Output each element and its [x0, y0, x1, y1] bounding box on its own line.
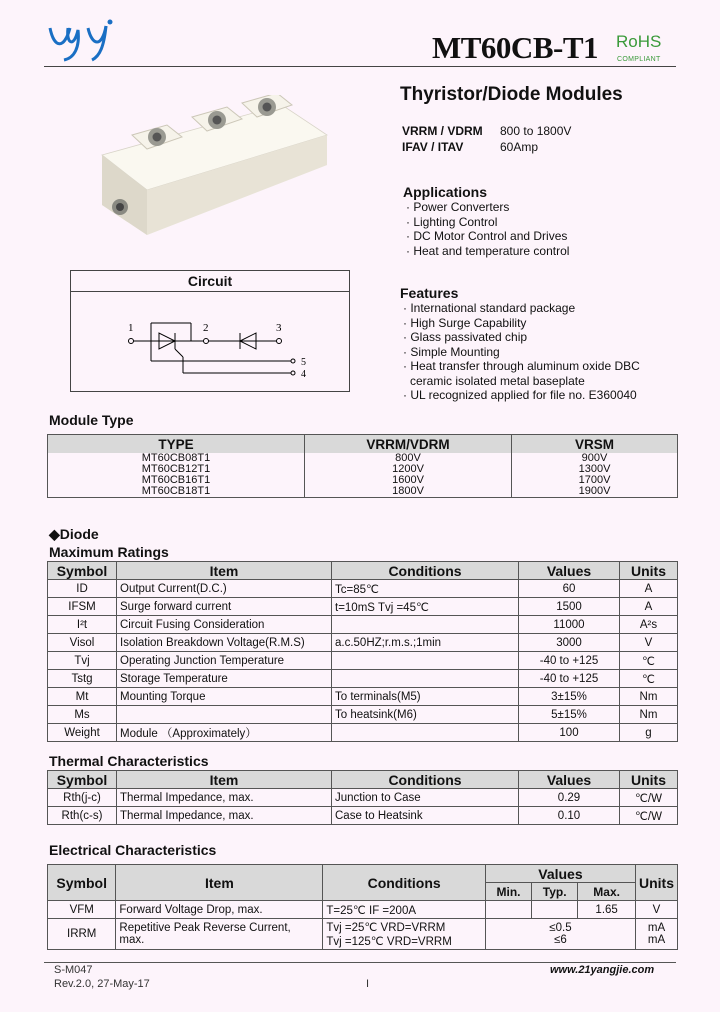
cell: Rth(c-s): [48, 807, 117, 825]
pin-1-label: 1: [128, 322, 134, 334]
product-subtitle: Thyristor/Diode Modules: [400, 84, 623, 105]
cell: ℃: [620, 670, 678, 688]
list-item: · UL recognized applied for file no. E360040: [403, 388, 640, 403]
cell: Mounting Torque: [117, 688, 332, 706]
max-ratings-heading: Maximum Ratings: [49, 544, 169, 560]
cell: Repetitive Peak Reverse Current, max.: [116, 919, 323, 950]
table-row: [48, 688, 678, 706]
pin-4-label: 4: [301, 369, 306, 380]
circuit-title: Circuit: [71, 271, 349, 292]
applications-heading: Applications: [403, 184, 488, 200]
cell: [532, 901, 578, 919]
cell: 900V: [512, 453, 678, 464]
cell: 3000: [519, 634, 620, 652]
col-header: Item: [116, 865, 323, 901]
list-item: ceramic isolated metal baseplate: [410, 373, 585, 388]
cell: mA mA: [636, 919, 678, 950]
electrical-table: [47, 864, 678, 950]
cell: 0.10: [519, 807, 620, 825]
cell: Tc=85℃: [332, 580, 519, 598]
col-header: Symbol: [48, 771, 117, 789]
cell: Tvj =25℃ VRD=VRRM Tvj =125℃ VRD=VRRM: [323, 919, 486, 950]
col-header: Symbol: [48, 562, 117, 580]
part-number-title: MT60CB-T1: [432, 30, 598, 65]
cell: 1.65: [578, 901, 636, 919]
pin-5-label: 5: [301, 357, 306, 368]
col-header: Conditions: [332, 562, 519, 580]
cell: MT60CB12T1: [48, 464, 305, 475]
cell: 1600V: [305, 475, 512, 486]
website-link[interactable]: www.21yangjie.com: [550, 964, 655, 976]
cell: Isolation Breakdown Voltage(R.M.S): [117, 634, 332, 652]
cell: IRRM: [48, 919, 116, 950]
cell: Forward Voltage Drop, max.: [116, 901, 323, 919]
cell: 1800V: [305, 486, 512, 498]
cell: Case to Heatsink: [332, 807, 519, 825]
doc-id: S-M047: [54, 964, 93, 976]
cell: 60: [519, 580, 620, 598]
list-item: · Lighting Control: [406, 215, 569, 230]
cell: a.c.50HZ;r.m.s.;1min: [332, 634, 519, 652]
module-type-table: [47, 434, 678, 498]
cell: t=10mS Tvj =45℃: [332, 598, 519, 616]
table-row: [48, 616, 678, 634]
col-header: Min.: [485, 883, 531, 901]
cell: 1900V: [512, 486, 678, 498]
electrical-heading: Electrical Characteristics: [49, 842, 217, 858]
cell: Tvj: [48, 652, 117, 670]
cell: V: [620, 634, 678, 652]
cell: [332, 724, 519, 742]
cell: Storage Temperature: [117, 670, 332, 688]
cell: ≤0.5 ≤6: [485, 919, 635, 950]
cell: Circuit Fusing Consideration: [117, 616, 332, 634]
table-row: [48, 706, 678, 724]
cell: 5±15%: [519, 706, 620, 724]
cell: A: [620, 598, 678, 616]
thermal-table: [47, 770, 678, 825]
table-row: [48, 580, 678, 598]
cell: V: [636, 901, 678, 919]
table-row: [48, 670, 678, 688]
features-list: [403, 301, 640, 403]
cell: [485, 901, 531, 919]
col-header: Units: [620, 771, 678, 789]
list-item: · Heat transfer through aluminum oxide DBC: [403, 359, 640, 374]
module-product-image: [92, 95, 332, 255]
col-header: Symbol: [48, 865, 116, 901]
cell: [332, 670, 519, 688]
cell: Visol: [48, 634, 117, 652]
table-row: [48, 919, 678, 950]
col-header: Max.: [578, 883, 636, 901]
col-header: Units: [620, 562, 678, 580]
table-row: [48, 901, 678, 919]
cell: [332, 652, 519, 670]
cell: I²t: [48, 616, 117, 634]
rohs-compliant-label: COMPLIANT: [617, 56, 661, 63]
list-item: · Simple Mounting: [403, 345, 640, 360]
spec-label: IFAV / ITAV: [402, 140, 464, 154]
cell: g: [620, 724, 678, 742]
cell: 0.29: [519, 789, 620, 807]
col-header: Values: [485, 865, 635, 883]
pin-3-label: 3: [276, 322, 282, 334]
cell: ℃/W: [620, 807, 678, 825]
footer-divider: [44, 962, 676, 963]
cell: To heatsink(M6): [332, 706, 519, 724]
list-item: · Heat and temperature control: [406, 244, 569, 259]
table-row: [48, 807, 678, 825]
cell: Thermal Impedance, max.: [117, 807, 332, 825]
cell: ID: [48, 580, 117, 598]
col-header: Item: [117, 562, 332, 580]
col-header: Conditions: [332, 771, 519, 789]
cell: 800V: [305, 453, 512, 464]
revision: Rev.2.0, 27-May-17: [54, 978, 150, 990]
cell: 100: [519, 724, 620, 742]
header-divider: [44, 66, 676, 67]
circuit-schematic: [71, 291, 349, 391]
max-ratings-table: [47, 561, 678, 742]
list-item: · Glass passivated chip: [403, 330, 640, 345]
list-item: · Power Converters: [406, 200, 569, 215]
col-header: Values: [519, 562, 620, 580]
table-row: [48, 652, 678, 670]
cell: Rth(j-c): [48, 789, 117, 807]
cell: 1500: [519, 598, 620, 616]
col-header: Values: [519, 771, 620, 789]
features-heading: Features: [400, 285, 459, 301]
cell: VFM: [48, 901, 116, 919]
cell: Output Current(D.C.): [117, 580, 332, 598]
pin-2-label: 2: [203, 322, 209, 334]
cell: ℃: [620, 652, 678, 670]
company-logo: [44, 18, 114, 62]
cell: Junction to Case: [332, 789, 519, 807]
cell: -40 to +125: [519, 652, 620, 670]
module-type-heading: Module Type: [49, 412, 134, 428]
table-row: [48, 634, 678, 652]
cell: 11000: [519, 616, 620, 634]
cell: Weight: [48, 724, 117, 742]
cell: T=25℃ IF =200A: [323, 901, 486, 919]
list-item: · International standard package: [403, 301, 640, 316]
cell: Mt: [48, 688, 117, 706]
cell: Surge forward current: [117, 598, 332, 616]
col-header: Item: [117, 771, 332, 789]
col-header: Conditions: [323, 865, 486, 901]
cell: 1200V: [305, 464, 512, 475]
col-header: Typ.: [532, 883, 578, 901]
cell: To terminals(M5): [332, 688, 519, 706]
cell: Tstg: [48, 670, 117, 688]
cell: A: [620, 580, 678, 598]
cell: 1300V: [512, 464, 678, 475]
cell: Operating Junction Temperature: [117, 652, 332, 670]
spec-value: 60Amp: [500, 140, 539, 154]
col-header: TYPE: [48, 435, 305, 454]
table-row: [48, 789, 678, 807]
cell: MT60CB16T1: [48, 475, 305, 486]
page-number: I: [366, 978, 370, 990]
thermal-heading: Thermal Characteristics: [49, 753, 209, 769]
spec-value: 800 to 1800V: [500, 124, 572, 138]
list-item: · DC Motor Control and Drives: [406, 229, 569, 244]
cell: 1700V: [512, 475, 678, 486]
cell: A²s: [620, 616, 678, 634]
table-row: [48, 724, 678, 742]
list-item: · High Surge Capability: [403, 316, 640, 331]
applications-list: [406, 200, 569, 258]
rohs-label: RoHS: [616, 32, 662, 51]
col-header: VRRM/VDRM: [305, 435, 512, 454]
circuit-diagram-box: [70, 270, 350, 392]
diode-heading: ◆Diode: [49, 526, 99, 542]
spec-row-current: [402, 140, 538, 154]
col-header: VRSM: [512, 435, 678, 454]
cell: IFSM: [48, 598, 117, 616]
spec-label: VRRM / VDRM: [402, 124, 483, 138]
cell: Module （Approximately）: [117, 724, 332, 742]
cell: 3±15%: [519, 688, 620, 706]
cell: Thermal Impedance, max.: [117, 789, 332, 807]
cell: [332, 616, 519, 634]
cell: MT60CB18T1: [48, 486, 305, 498]
cell: Ms: [48, 706, 117, 724]
cell: Nm: [620, 706, 678, 724]
cell: [117, 706, 332, 724]
cell: MT60CB08T1: [48, 453, 305, 464]
cell: Nm: [620, 688, 678, 706]
table-row: [48, 486, 678, 498]
spec-row-voltage: [402, 124, 571, 138]
cell: ℃/W: [620, 789, 678, 807]
col-header: Units: [636, 865, 678, 901]
table-row: [48, 598, 678, 616]
cell: -40 to +125: [519, 670, 620, 688]
